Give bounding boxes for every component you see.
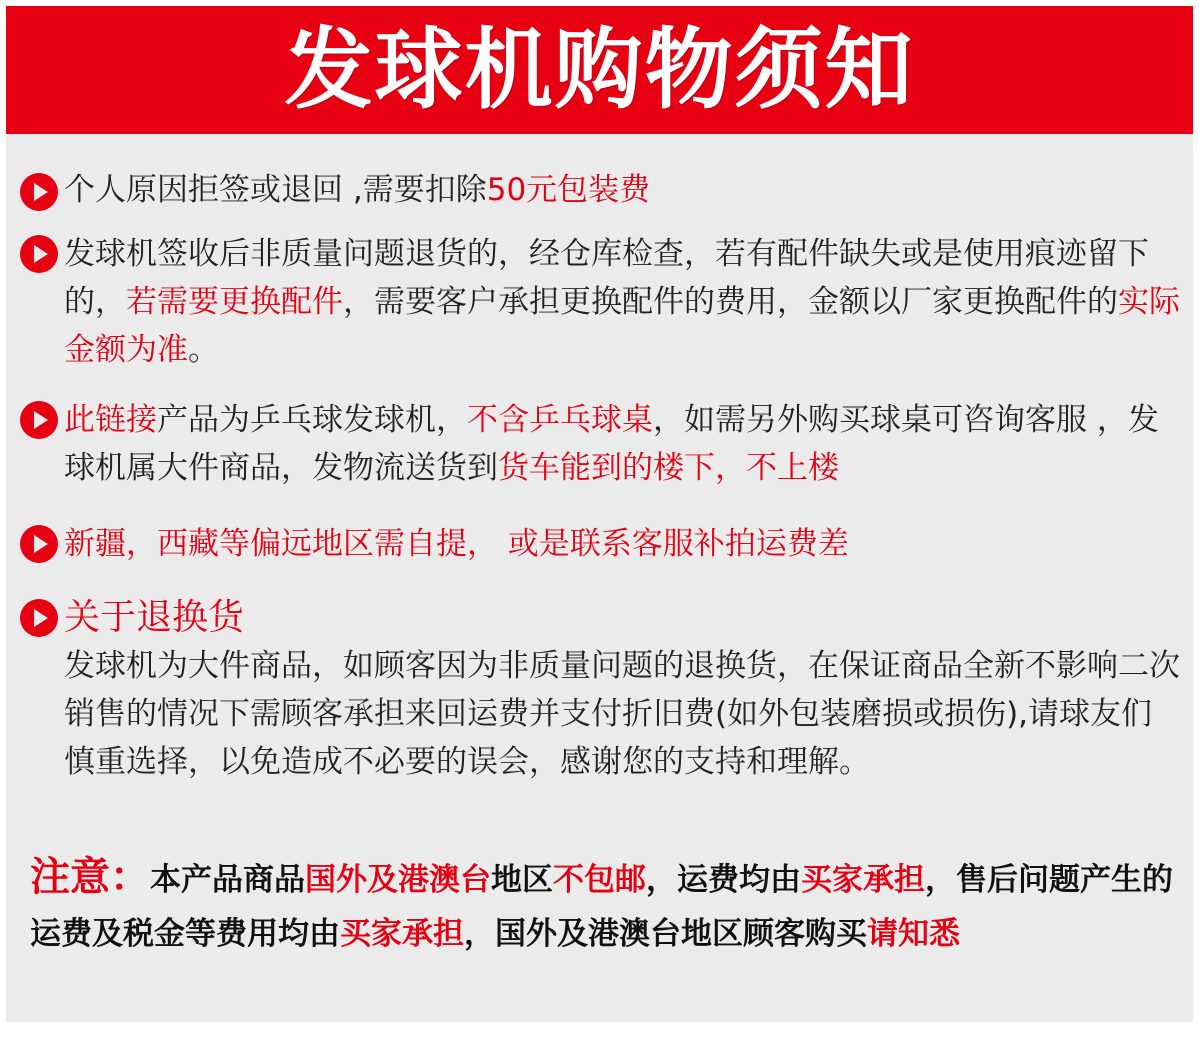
play-circle-icon (20, 235, 58, 273)
play-circle-icon (20, 173, 58, 211)
notice-item-2 (20, 230, 1180, 374)
notice-item-3 (20, 396, 1180, 492)
notice-item-text: 此链接产品为乒乓球发球机，不含乒乓球桌，如需另外购买球桌可咨询客服 ，发球机属大件商品，发物流送货到货车能到的楼下，不上楼 (64, 402, 1159, 486)
page-title: 发球机购物须知 (284, 18, 915, 121)
notice-item-5 (20, 594, 1180, 786)
return-exchange-body: 发球机为大件商品，如顾客因为非质量问题的退换货，在保证商品全新不影响二次销售的情况下需顾客承担来回运费并支付折旧费(如外包装磨损或损伤),请球友们慎重选择，以免造成不必要的误会，感谢您的支持和理解。 (64, 648, 1180, 780)
notice-item-text: 发球机签收后非质量问题退货的，经仓库检查，若有配件缺失或是使用痕迹留下的，若需要更换配件，需要客户承担更换配件的费用，金额以厂家更换配件的实际金额为准。 (64, 236, 1180, 368)
play-circle-icon (20, 525, 58, 563)
attention-label: 注意： (30, 853, 150, 900)
attention-notice: 注意：本产品商品国外及港澳台地区不包邮，运费均由买家承担，售后问题产生的运费及税金等费用均由买家承担，国外及港澳台地区顾客购买请知悉 (30, 853, 1173, 952)
notice-item-text: 个人原因拒签或退回 ,需要扣除50元包装费 (64, 172, 651, 208)
notice-item-text: 新疆，西藏等偏远地区需自提， 或是联系客服补拍运费差 (64, 526, 849, 562)
notice-item-4 (20, 520, 1180, 568)
play-circle-icon (20, 401, 58, 439)
title-banner (6, 6, 1193, 134)
play-circle-icon (20, 599, 58, 637)
notice-item-1 (20, 166, 1180, 214)
return-exchange-heading: 关于退换货 (64, 597, 245, 638)
